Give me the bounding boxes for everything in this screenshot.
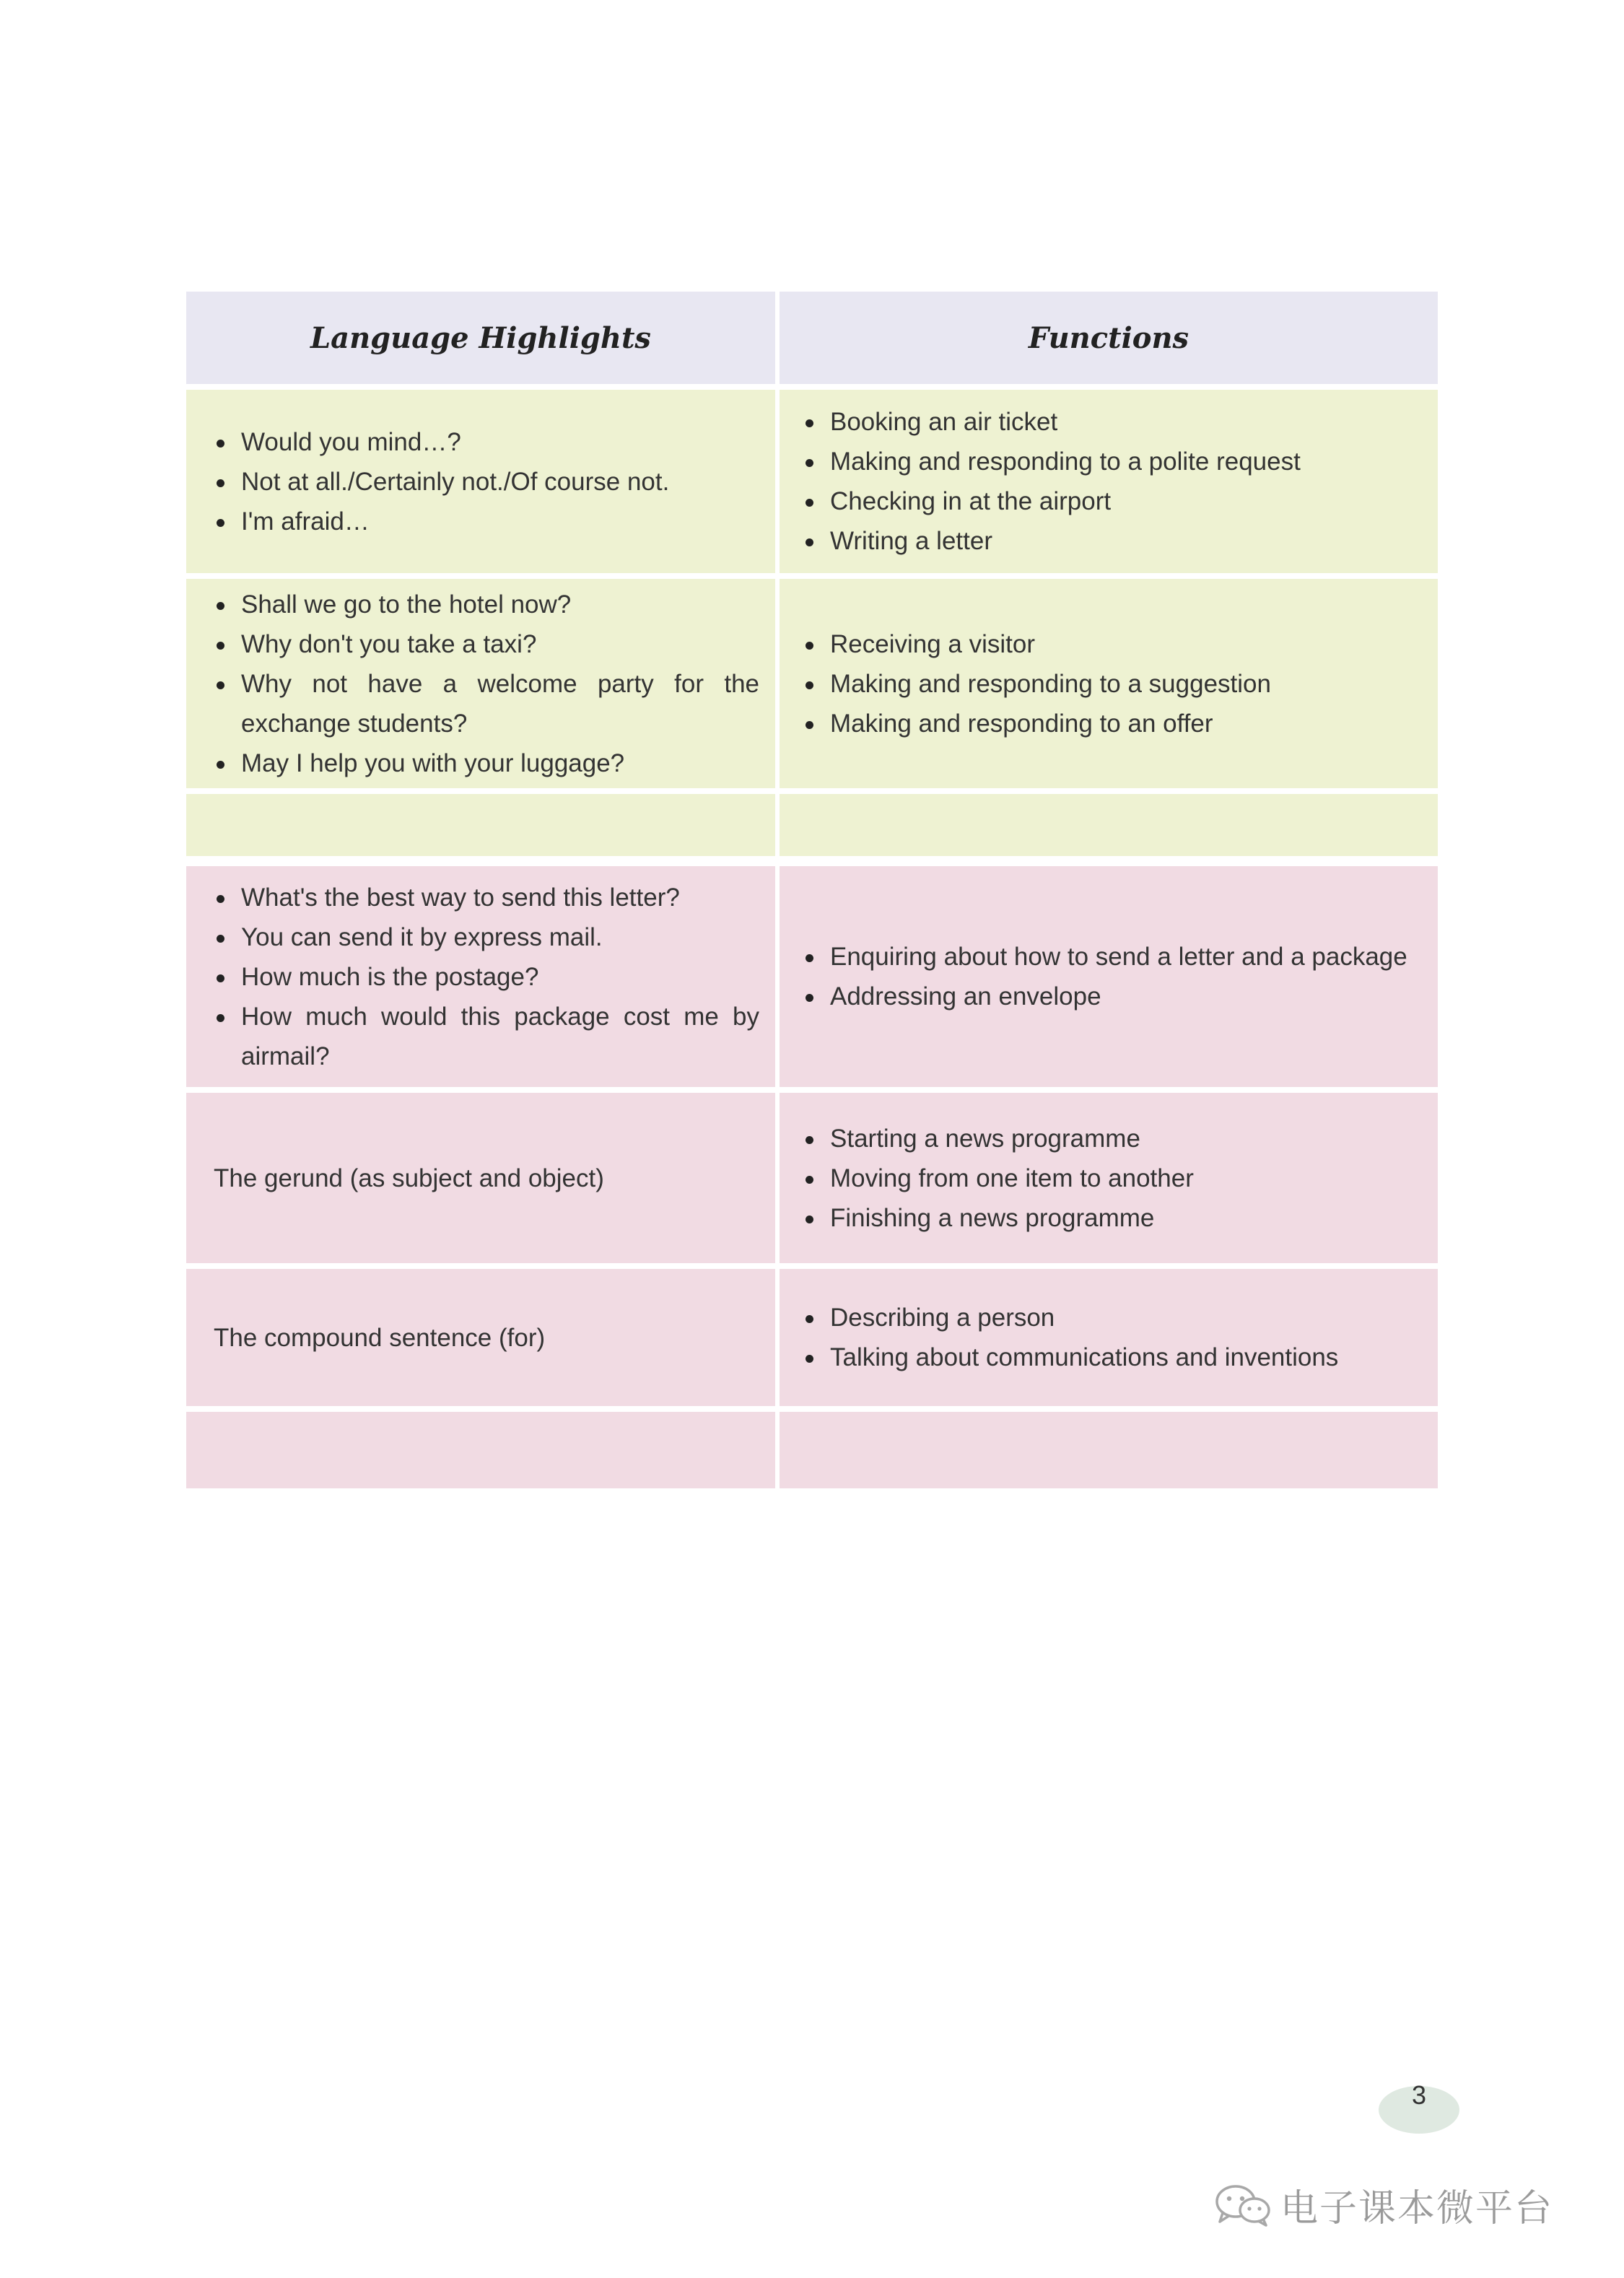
page-number: 3 <box>1411 2080 1427 2110</box>
list-item: Why don't you take a taxi? <box>214 624 759 664</box>
list-item: Shall we go to the hotel now? <box>214 585 759 624</box>
page-number-badge <box>1379 2080 1459 2134</box>
wechat-icon <box>1213 2181 1272 2227</box>
table-row <box>186 1269 1438 1406</box>
table-row-empty <box>186 794 1438 856</box>
functions-list <box>803 937 1409 1016</box>
list-item: Checking in at the airport <box>803 481 1409 521</box>
language-cell <box>186 1269 775 1406</box>
language-list <box>214 585 759 783</box>
list-item: Receiving a visitor <box>803 624 1409 664</box>
language-list <box>214 878 759 1076</box>
functions-cell <box>780 866 1438 1087</box>
list-item: Addressing an envelope <box>803 977 1409 1016</box>
empty-cell <box>186 1412 775 1488</box>
header-cell-functions <box>780 292 1438 384</box>
functions-list <box>803 624 1409 743</box>
language-text: The gerund (as subject and object) <box>214 1164 604 1192</box>
empty-cell <box>186 794 775 856</box>
language-cell <box>186 579 775 788</box>
language-cell <box>186 1093 775 1263</box>
header-cell-language <box>186 292 775 384</box>
list-item: Not at all./Certainly not./Of course not. <box>214 462 759 502</box>
list-item: Would you mind…? <box>214 422 759 462</box>
list-item: I'm afraid… <box>214 502 759 541</box>
empty-cell <box>780 1412 1438 1488</box>
table-row <box>186 866 1438 1087</box>
functions-cell <box>780 579 1438 788</box>
table-header-row <box>186 292 1438 384</box>
functions-cell <box>780 1093 1438 1263</box>
functions-list <box>803 1119 1409 1238</box>
syllabus-table <box>186 292 1438 1494</box>
table-row-empty <box>186 1412 1438 1488</box>
watermark-text: 电子课本微平台 <box>1280 2186 1554 2230</box>
list-item: Moving from one item to another <box>803 1158 1409 1198</box>
list-item: How much would this package cost me by airmail? <box>214 997 759 1076</box>
language-cell <box>186 866 775 1087</box>
header-language-highlights: Language Highlights <box>310 320 651 355</box>
language-text: The compound sentence (for) <box>214 1323 546 1352</box>
list-item: May I help you with your luggage? <box>214 743 759 783</box>
list-item: How much is the postage? <box>214 957 759 997</box>
list-item: Finishing a news programme <box>803 1198 1409 1238</box>
header-functions: Functions <box>1028 320 1189 355</box>
watermark <box>1213 2176 1553 2233</box>
table-row <box>186 390 1438 573</box>
empty-cell <box>780 794 1438 856</box>
list-item: Enquiring about how to send a letter and a package <box>803 937 1409 977</box>
list-item: Making and responding to a polite request <box>803 442 1409 481</box>
table-row <box>186 579 1438 788</box>
language-list <box>214 422 759 541</box>
list-item: Starting a news programme <box>803 1119 1409 1158</box>
functions-list <box>803 402 1409 561</box>
list-item: Making and responding to a suggestion <box>803 664 1409 704</box>
list-item: What's the best way to send this letter? <box>214 878 759 917</box>
functions-cell <box>780 390 1438 573</box>
list-item: Describing a person <box>803 1298 1409 1337</box>
list-item: Writing a letter <box>803 521 1409 561</box>
list-item: Talking about communications and inventions <box>803 1337 1409 1377</box>
list-item: Why not have a welcome party for the exchange students? <box>214 664 759 743</box>
functions-list <box>803 1298 1409 1377</box>
table-row <box>186 1093 1438 1263</box>
list-item: Making and responding to an offer <box>803 704 1409 743</box>
list-item: Booking an air ticket <box>803 402 1409 442</box>
functions-cell <box>780 1269 1438 1406</box>
list-item: You can send it by express mail. <box>214 917 759 957</box>
language-cell <box>186 390 775 573</box>
